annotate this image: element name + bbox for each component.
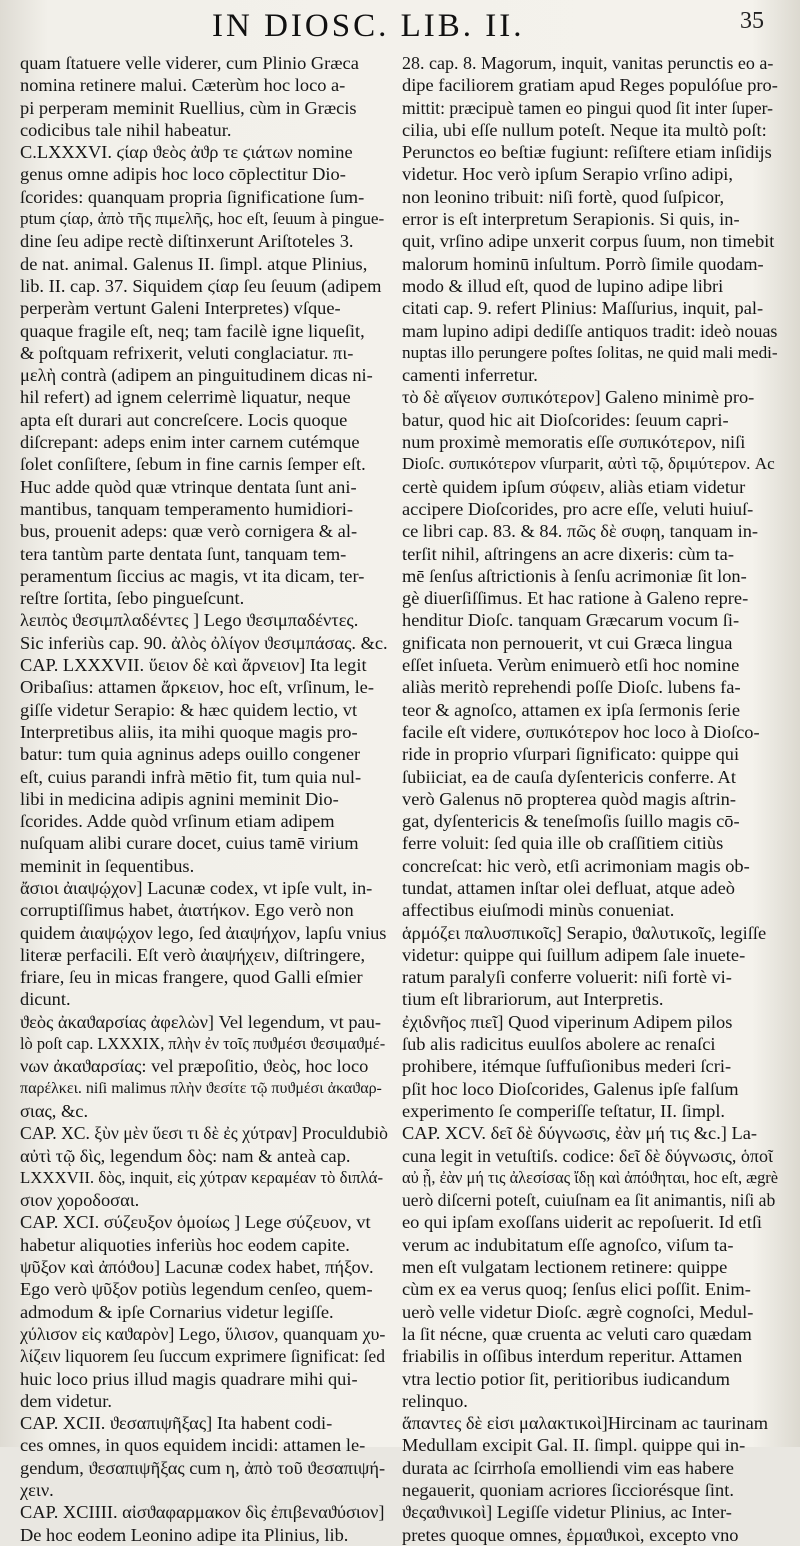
text-line: παρέλκει. niſi malimus πλὴν ϑεσίτε τῷ πυϑμέσι ἀκαϑαρ- [20, 1079, 382, 1097]
text-line: nuſquam alibi curare docet, cuius tamē virium [20, 833, 359, 854]
text-line: affectibus eiuſmodi minùs conueniat. [402, 900, 675, 921]
text-line: τὸ δὲ αἴγειον συπικότερον] Galeno minimè pro- [402, 387, 755, 408]
text-line: aliàs meritò reprehendi poſſe Dioſc. lubens fa- [402, 677, 741, 698]
text-line: ϑεςαϑινικοὶ] Legiſſe videtur Plinius, ac Inter- [402, 1502, 732, 1523]
text-line: λίζειν liquorem ſeu ſuccum exprimere ſignificat: ſed [20, 1346, 386, 1367]
text-line: reſtre ſortita, ſebo pingueſcunt. [20, 588, 245, 609]
text-line: bus, prouenit adeps: quæ verò cornigera & al- [20, 521, 358, 542]
text-line: batur, quod hic ait Dioſcorides: ſeuum capri- [402, 409, 729, 430]
text-line: corruptiſſimus habet, ἀιατήκον. Ego verò non [20, 900, 354, 921]
text-line: ce libri cap. 83. & 84. πῶς δὲ συφη, tanquam in- [402, 521, 759, 542]
text-line: Huc adde quòd quæ vtrinque dentata ſunt ani- [20, 476, 357, 497]
text-line: Sic inferiùs cap. 90. ἀλὸς ὀλίγον ϑεσιμπάσας. &c. [20, 632, 388, 653]
text-line: χύλισον εἰς καϑαρὸν] Lego, ὕλισον, quanquam χυ- [20, 1323, 386, 1344]
text-line: pi perperam meminit Ruellius, cùm in Græcis [20, 97, 357, 118]
text-line: μελὴ contrà (adipem an pinguitudinem dicas ni- [20, 365, 373, 386]
text-line: dine ſeu adipe rectè diſtinxerunt Ariſtoteles 3. [20, 231, 354, 252]
text-line: CAP. XCV. δεῖ δὲ δύγνωσις, ἐὰν μή τις &c.] La- [402, 1123, 758, 1144]
text-line: citati cap. 9. refert Plinius: Maſſurius, inquit, pal- [402, 298, 764, 319]
text-line: ces omnes, in quos equidem incidi: attamen le- [20, 1435, 366, 1456]
text-line: durata ac ſcirrhoſa emolliendi vim eas habere [402, 1457, 734, 1478]
text-line: videtur. Hoc verò ipſum Serapio vrſino adipi, [402, 164, 733, 185]
text-line: αὐτὶ τῷ δὶς, legendum δὸς: nam & anteà cap. [20, 1145, 351, 1166]
page-number: 35 [740, 8, 764, 34]
text-line: relinquo. [402, 1390, 468, 1411]
text-line: men eſt vulgatam lectionem retinere: quippe [402, 1257, 728, 1278]
text-line: ἐχιδνῆος πιεῖ] Quod viperinum Adipem pilos [402, 1011, 733, 1032]
text-line: peramentum ſiccius ac magis, vt ita dicam, ter- [20, 565, 365, 586]
text-line: habetur aliquoties inferiùs hoc eodem capite. [20, 1234, 350, 1255]
text-line: dem videtur. [20, 1390, 112, 1411]
text-line: de nat. animal. Galenus II. ſimpl. atque Plinius, [20, 253, 368, 274]
text-line: ſcorides. Adde quòd vrſinum etiam adipem [20, 811, 335, 832]
text-line: modo & illud eſt, quod de lupino adipe libri [402, 275, 724, 296]
text-line: Perunctos eo beſtiæ fugiunt: reſiſtere etiam inſidijs [402, 142, 772, 163]
text-line: libi in medicina adipis agnini meminit Dio- [20, 788, 339, 809]
text-line: ψῦξον καὶ ἀπόϑου] Lacunæ codex habet, πήξον. [20, 1257, 374, 1278]
text-line: σιον χοροδοσαι. [20, 1190, 140, 1211]
text-line: diſcrepant: adeps enim inter carnem cutémque [20, 432, 360, 453]
text-line: terſit nihil, aſtringens an acre dixeris: cùm ta- [402, 543, 734, 564]
text-line: codicibus tale nihil habeatur. [20, 119, 232, 140]
text-line: verò Galenus nō propterea quòd magis aſtrin- [402, 788, 736, 809]
text-line: num proximè memoratis eſſe συπικότερον, niſi [402, 432, 746, 453]
text-line: uerò velle videtur Dioſc. ægrè cognoſci, Medul- [402, 1301, 754, 1322]
text-line: concreſcat: hic verò, etſi acrimoniam magis ob- [402, 855, 750, 876]
text-line: facile eſt videre, συπικότερον hoc loco à Dioſco- [402, 721, 760, 742]
text-line: ride in proprio vſurpari ſignificato: quippe qui [402, 744, 740, 765]
text-line: Ego verò ψῦξον potiùs legendum cenſeo, quem- [20, 1279, 373, 1300]
text-line: χειν. [20, 1480, 54, 1500]
text-line: cùm ex ea verus quoq; ſenſus elici poſſit. Enim- [402, 1279, 751, 1300]
text-line: & poſtquam refrixerit, veluti conglaciatur. πι- [20, 342, 354, 363]
text-line: dicunt. [20, 989, 71, 1010]
text-line: uerò diſcerni poteſt, cuiuſnam ea ſit animantis, niſi ab [402, 1190, 776, 1211]
running-header [0, 2, 800, 46]
text-line: C.LXXXVI. ϛίαρ ϑεὸς ἀϑρ τε ϛιάτων nomine [20, 142, 353, 163]
text-line: dipe faciliorem gratiam apud Reges populóſue pro- [402, 75, 778, 96]
text-line: ἁρμόζει παλυσπικοῖς] Serapio, ϑαλυτικοῖς, legiſſe [402, 922, 767, 943]
text-line: tium eſt librariorum, aut Interpretis. [402, 989, 664, 1010]
text-line: CAP. XCIIII. αἰσϑαφαρμακον δὶς ἐπιβεναϑύσιον] [20, 1502, 385, 1523]
text-line: quit, vrſino adipe unxerit corpus ſuum, non timebit [402, 231, 775, 252]
text-line: mittit: præcipuè tamen eo pingui quod ſit inter ſuper- [402, 97, 773, 118]
text-line: ſcorides: quanquam propria ſignificatione ſum- [20, 186, 365, 207]
text-line: quidem ἀιαψῴχον lego, ſed ἀιαψήχον, lapſu vnius [20, 922, 387, 943]
text-line: CAP. XC. ξὺν μὲν ὕεσι τι δὲ ἐς χύτραν] Proculdubiò [20, 1123, 388, 1144]
text-line: LXXXVII. δὸς, inquit, εἰς χύτραν κεραμέαν τὸ διπλά- [20, 1167, 384, 1187]
text-line: perperàm vertunt Galeni Interpretes) vſque- [20, 298, 341, 319]
text-line: nuptas illo perungere poſtes ſolitas, ne quid mali medi- [402, 342, 778, 362]
text-line: batur: tum quia agninus adeps ouillo congener [20, 744, 361, 765]
text-line: pretes quoque omnes, ἑρμαϑικοὶ, excepto vno [402, 1524, 739, 1545]
text-line: ſolet conſiſtere, ſebum in fine carnis ſemper eſt. [20, 454, 366, 475]
text-line: genus omne adipis hoc loco cōplectitur Dio- [20, 164, 346, 185]
text-line: CAP. LXXXVII. ὕειον δὲ καὶ ἄρνειον] Ita legit [20, 655, 367, 676]
text-line: teor & agnoſco, attamen ex ipſa ſermonis ſerie [402, 699, 741, 720]
text-line: De hoc eodem Leonino adipe ita Plinius, lib. [20, 1524, 349, 1545]
running-title: IN DIOSC. LIB. II. [212, 8, 525, 44]
text-line: error is eſt interpretum Serapionis. Si quis, in- [402, 209, 740, 230]
text-line: literæ perfacili. Eſt verò ἀιαψήχειν, diſtringere, [20, 944, 366, 965]
text-line: la ſit nécne, quæ cruenta ac veluti caro quædam [402, 1323, 752, 1344]
text-line: Medullam excipit Gal. II. ſimpl. quippe qui in- [402, 1435, 746, 1456]
text-line: apta eſt durari aut concreſcere. Locis quoque [20, 409, 348, 430]
text-line: hil refert) ad ignem celerrimè liquatur, neque [20, 387, 351, 408]
text-line: ἄσιοι ἀιαψῴχον] Lacunæ codex, vt ipſe vult, in- [20, 877, 373, 898]
text-line: ratum paralyſi conferre voluerit: niſi fortè vi- [402, 967, 732, 988]
text-line: friare, ſeu in micas frangere, quod Galli eſmier [20, 967, 363, 988]
text-line: ϑεὸς ἀκαϑαρσίας ἀφελὼν] Vel legendum, vt pau- [20, 1011, 382, 1032]
text-line: Oribaſius: attamen ἄρκειον, hoc eſt, vrſinum, le- [20, 677, 374, 698]
text-line: huic loco prius illud magis quadrare mihi qui- [20, 1368, 358, 1389]
text-line: henditur Dioſc. tanquam Græcarum vocum ſi- [402, 610, 740, 631]
text-line: non leonino tribuit: niſi fortè, quod ſuſpicor, [402, 186, 725, 207]
text-line: giſſe videtur Serapio: & hæc quidem lectio, vt [20, 699, 358, 720]
text-line: quaque fragile eſt, neq; tam facilè igne liqueſit, [20, 320, 365, 341]
text-line: σιας, &c. [20, 1100, 89, 1121]
text-line: videtur: quippe qui ſuillum adipem ſale inuete- [402, 944, 746, 965]
text-line: gat, dyſentericis & teneſmoſis ſuillo magis cō- [402, 811, 740, 832]
text-line: νων ἀκαϑαρσίας: vel præpoſitio, ϑεὸς, hoc loco [20, 1056, 369, 1077]
text-line: cilia, ubi eſſe nullum poteſt. Neque ita multò poſt: [402, 119, 767, 140]
text-line: quam ſtatuere velle viderer, cum Plinio Græca [20, 53, 359, 73]
text-line: friabilis in oſſibus interdum reperitur. Attamen [402, 1346, 743, 1367]
text-line: gnificata non pernouerit, vt cui Græca lingua [402, 632, 733, 653]
text-line: mam lupino adipi dediſſe antiquos tradit: ideò nouas [402, 320, 778, 341]
text-line: malorum hominū inſultum. Porrò ſimile quodam- [402, 253, 764, 274]
text-line: negauerit, quoniam acriores ſicciorésque ſint. [402, 1480, 734, 1500]
text-line: vtra lectio potior ſit, peritioribus iudicandum [402, 1368, 730, 1389]
text-line: eo qui ipſam exoſſans uiderit ac repoſuerit. Id etſi [402, 1212, 763, 1233]
text-line: meminit in ſequentibus. [20, 855, 195, 876]
text-line: experimento ſe comperiſſe teſtatur, II. ſimpl. [402, 1100, 726, 1121]
text-line: eſt, cuius parandi infrà mētio fit, tum quia nul- [20, 766, 362, 787]
text-line: tundat, attamen inſtar olei defluat, atque adeò [402, 877, 735, 898]
text-line: λειπὸς ϑεσιμπλαδέντες ] Lego ϑεσιμπαδέντες. [20, 610, 359, 631]
text-line: pſit hoc loco Dioſcorides, Galenus ipſe falſum [402, 1078, 739, 1099]
text-line: CAP. XCII. ϑεσαπιψῆξας] Ita habent codi- [20, 1413, 333, 1434]
text-line: ptum ϛίαρ, ἀπὸ τῆς πιμελῆς, hoc eſt, ſeuum à pingue- [20, 209, 385, 229]
text-line: nomina retinere malui. Cæterùm hoc loco a- [20, 75, 346, 96]
text-line: verum ac indubitatum eſſe agnoſco, viſum ta- [402, 1234, 734, 1255]
text-line: ἅπαντες δὲ εἰσι μαλακτικοὶ]Hircinam ac taurinam [402, 1413, 769, 1434]
text-line: gè diuerſiſſimus. Et hac ratione à Galeno repre- [402, 588, 749, 609]
text-line: αὐ ᾖ, ἐὰν μή τις ἀλεσίσας ἴδῃ καὶ ἀπόϑηται, hoc eſt, ægrè [402, 1167, 779, 1187]
text-line: mantibus, tanquam temperamento humidiori- [20, 498, 353, 519]
text-line: ſubiiciat, ea de cauſa dyſentericis conferre. At [402, 766, 736, 787]
text-line: lib. II. cap. 37. Siquidem ϛίαρ ſeu ſeuum (adipem [20, 275, 382, 296]
text-line: gendum, ϑεσαπιψῆξας cum η, ἀπὸ τοῦ ϑεσαπιψή- [20, 1457, 386, 1478]
right-column [402, 52, 780, 1545]
text-line: cuna legit in vetuſtiſs. codice: δεῖ δὲ δύγνωσις, ὁποῖ [402, 1145, 773, 1166]
text-line: mē ſenſus aſtrictionis à ſenſu acrimoniæ ſit lon- [402, 565, 747, 586]
text-line: 28. cap. 8. Magorum, inquit, vanitas perunctis eo a- [402, 53, 774, 73]
text-line: prohibere, itémque ſuffuſionibus mederi ſcri- [402, 1056, 732, 1077]
text-line: lò poſt cap. LXXXIX, πλὴν ἐν τοῖς πυϑμέσι ϑεσιμαϑμέ- [20, 1034, 386, 1054]
text-line: ferre voluit: ſed quia ille ob craſſitiem citiùs [402, 833, 724, 854]
text-line: admodum & ipſe Cornarius videtur legiſſe. [20, 1301, 334, 1322]
text-line: accipere Dioſcorides, pro acre eſſe, veluti huiuſ- [402, 498, 754, 519]
text-line: ſub alis radicitus euulſos abolere ac renaſci [402, 1034, 716, 1055]
text-line: Dioſc. συπικότερον vſurparit, αὐτὶ τῷ, δριμύτερον. Ac [402, 454, 775, 474]
left-column [20, 52, 388, 1545]
text-line: certè quidem ipſum σύφειν, aliàs etiam videtur [402, 476, 746, 497]
text-line: eſſet inſueta. Verùm enimuerò etſi hoc nomine [402, 655, 740, 676]
text-line: camenti inferretur. [402, 365, 538, 386]
text-line: tera tantùm parte dentata ſunt, tanquam tem- [20, 543, 347, 564]
text-line: CAP. XCI. σύζευξον ὁμοίως ] Lege σύζευον, vt [20, 1212, 371, 1233]
text-line: Interpretibus aliis, ita mihi quoque magis pro- [20, 721, 358, 742]
